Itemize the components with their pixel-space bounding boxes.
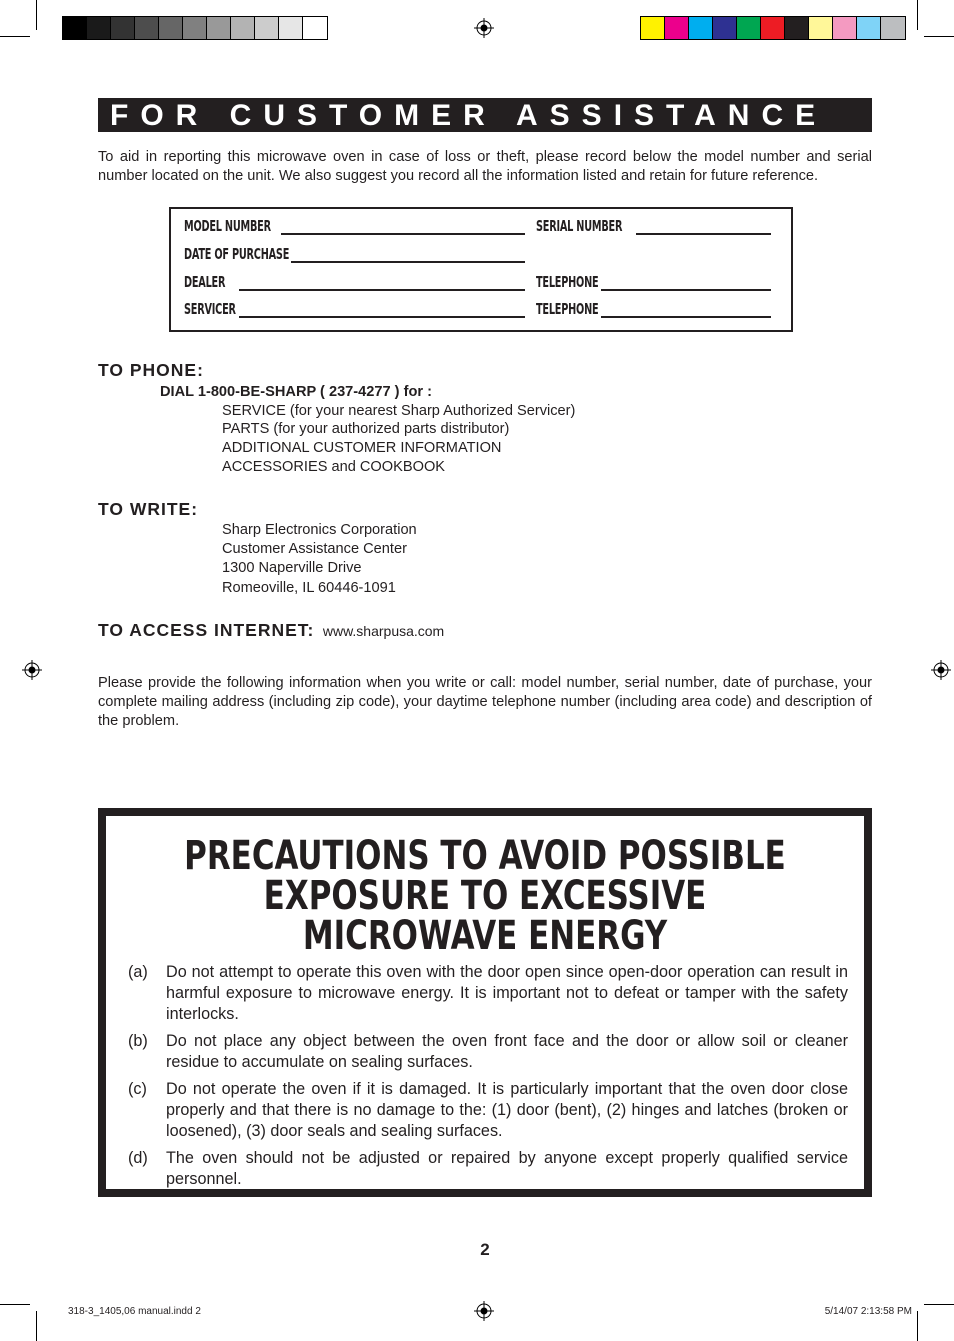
address-line: Customer Assistance Center [222, 541, 407, 557]
registration-mark-icon [474, 1301, 494, 1321]
serial-number-label: SERIAL NUMBER [536, 217, 623, 235]
dealer-line[interactable] [239, 289, 525, 291]
phone-item: SERVICE (for your nearest Sharp Authorized Servicer) [222, 403, 576, 419]
servicer-label: SERVICER [184, 300, 236, 318]
dealer-telephone-line[interactable] [601, 289, 771, 291]
color-swatch [159, 17, 183, 39]
item-text: Do not attempt to operate this oven with the door open since open-door operation can result in harmful exposure to microwave energy. It is important not to defeat or tamper with the safety interlocks. [166, 963, 848, 1023]
precautions-box [98, 808, 872, 1197]
servicer-line[interactable] [239, 316, 525, 318]
color-swatch [207, 17, 231, 39]
serial-number-line[interactable] [636, 233, 771, 235]
color-swatch [279, 17, 303, 39]
color-swatch [255, 17, 279, 39]
address-line: Sharp Electronics Corporation [222, 522, 417, 538]
section-title-band: FOR CUSTOMER ASSISTANCE [98, 98, 872, 132]
color-swatch [303, 17, 327, 39]
phone-item: PARTS (for your authorized parts distributor) [222, 421, 510, 437]
phone-item: ACCESSORIES and COOKBOOK [222, 459, 446, 475]
telephone-label: TELEPHONE [536, 273, 599, 291]
list-item [128, 1079, 848, 1142]
gray-calibration-bar [62, 16, 328, 40]
dial-line: DIAL 1-800-BE-SHARP ( 237-4277 ) for : [160, 384, 432, 400]
item-text: The oven should not be adjusted or repaired by anyone except properly qualified service personnel. [166, 1149, 848, 1188]
item-letter: (b) [128, 1032, 148, 1050]
item-letter: (c) [128, 1080, 147, 1098]
color-swatch [881, 17, 905, 39]
color-swatch [135, 17, 159, 39]
list-item [128, 1031, 848, 1073]
item-text: Do not place any object between the oven front face and the door or allow soil or cleaner residue to accumulate on sealing surfaces. [166, 1032, 848, 1071]
registration-mark-icon [474, 18, 494, 38]
color-swatch [183, 17, 207, 39]
color-swatch [809, 17, 833, 39]
to-write-heading: TO WRITE: [98, 499, 199, 519]
color-swatch [857, 17, 881, 39]
item-letter: (a) [128, 963, 148, 981]
page-number: 2 [480, 1240, 490, 1259]
precautions-title-line: MICROWAVE ENERGY [302, 913, 668, 959]
list-item [128, 1148, 848, 1190]
color-swatch [641, 17, 665, 39]
telephone-label: TELEPHONE [536, 300, 599, 318]
precautions-title-line: EXPOSURE TO EXCESSIVE [263, 873, 707, 919]
to-access-internet-heading: TO ACCESS INTERNET: [98, 620, 315, 640]
dealer-label: DEALER [184, 273, 226, 291]
internet-row [98, 620, 444, 641]
color-swatch [785, 17, 809, 39]
model-number-line[interactable] [281, 233, 525, 235]
item-text: Do not operate the oven if it is damaged. It is particularly important that the oven door close properly and that there is no damage to the: (1) door (bent), (2) hinges and latches (broken or loosened), (3) door seals and sealing surfaces. [166, 1080, 848, 1140]
precautions-list [128, 962, 848, 1196]
servicer-telephone-line[interactable] [601, 316, 771, 318]
color-swatch [87, 17, 111, 39]
list-item [128, 962, 848, 1025]
date-of-purchase-label: DATE OF PURCHASE [184, 245, 290, 263]
address-line: 1300 Naperville Drive [222, 560, 362, 576]
slug-timestamp: 5/14/07 2:13:58 PM [824, 1306, 912, 1317]
color-swatch [111, 17, 135, 39]
date-of-purchase-line[interactable] [291, 261, 525, 263]
color-swatch [665, 17, 689, 39]
registration-mark-icon [931, 660, 951, 680]
precautions-title-line: PRECAUTIONS TO AVOID POSSIBLE [184, 833, 786, 879]
record-form [169, 207, 793, 332]
registration-mark-icon [22, 660, 42, 680]
color-swatch [689, 17, 713, 39]
color-swatch [833, 17, 857, 39]
website-link[interactable]: www.sharpusa.com [322, 623, 445, 639]
item-letter: (d) [128, 1149, 148, 1167]
color-swatch [63, 17, 87, 39]
intro-paragraph: To aid in reporting this microwave oven in case of loss or theft, please record below the model number and serial number located on the unit. We also suggest you record all the information listed and retain for future reference. [98, 149, 872, 184]
color-swatch [231, 17, 255, 39]
address-line: Romeoville, IL 60446-1091 [222, 580, 396, 596]
color-swatch [737, 17, 761, 39]
phone-item: ADDITIONAL CUSTOMER INFORMATION [222, 440, 502, 456]
to-phone-heading: TO PHONE: [98, 360, 204, 380]
info-request-paragraph: Please provide the following information when you write or call: model number, serial number, date of purchase, your complete mailing address (including zip code), your daytime telephone number (including area code) and description of the problem. [98, 675, 872, 729]
slug-filename: 318-3_1405,06 manual.indd 2 [68, 1306, 201, 1317]
color-swatch [761, 17, 785, 39]
color-calibration-bar [640, 16, 906, 40]
model-number-label: MODEL NUMBER [184, 217, 271, 235]
precautions-title [106, 833, 864, 959]
color-swatch [713, 17, 737, 39]
